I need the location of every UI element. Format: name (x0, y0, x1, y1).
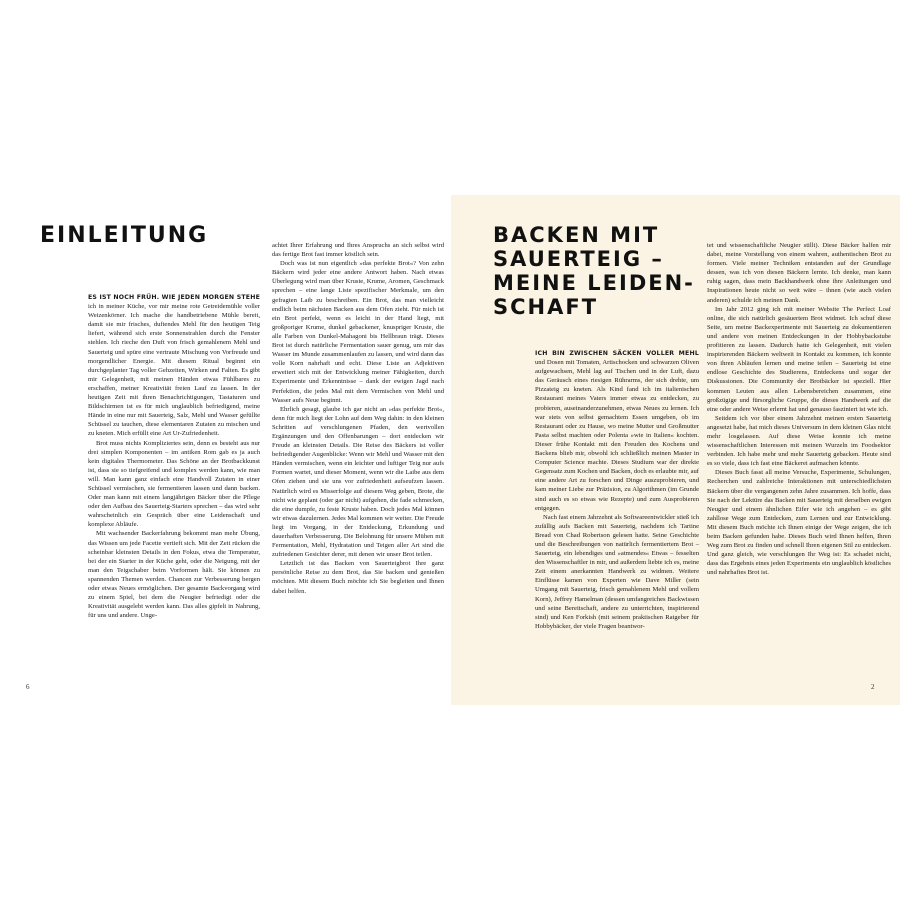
title-line: SCHAFT (493, 295, 599, 319)
chapter-title-einleitung: EINLEITUNG (40, 223, 209, 248)
paragraph: ES IST NOCH FRÜH. WIE JEDEN MORGEN STEHE ich in meiner Küche, vor mir meine rote Getreidemühle voller Weizenkörner. Ich mache die handbetriebene Mühle bereit, damit sie mir frisches, duftendes Mehl für den heutigen Teig liefert, während sich erste Sonnenstrahlen durch die Fenster stehlen. Ich rieche den Duft von frisch gemahlenem Mehl und Sauerteig und spüre eine vertraute Mischung von Vorfreude und morgendlicher Energie. Mit diesem Ritual beginnt ein durchgeplanter Tag voller Gehzeiten, Wirken und Falten. Es gibt mir Gelegenheit, mit meinen Händen etwas Fühlbares zu erschaffen, meiner Kreativität freien Lauf zu lassen. In der heutigen Zeit mit ihren Benachrichtigungen, Tastaturen und Bildschirmen ist es für mich unglaublich befriedigend, meine Hände in eine nur mit Sauerteig, Salz, Mehl und Wasser gefüllte Schüssel zu tauchen, diese elementaren Zutaten zu mischen und zu kneten. Mich erfüllt eine Art Ur-Zufriedenheit. (88, 294, 260, 438)
paragraph: Im Jahr 2012 ging ich mit meiner Website The Perfect Loaf online, die sich natürlich gesäuertem Brot widmet. Ich schuf diese Seite, um meine Backexperimente mit Sauerteig zu dokumentieren und andere von meinen Entdeckungen in der Hobbybackstube profitieren zu lassen. Dadurch hatte ich Gelegenheit, mit vielen inspirierenden Bäckern weltweit in Kontakt zu kommen, ich konnte von ihren Abläufen lernen und meine teilen – Sauerteig ist eine endlose Geschichte des Studierens, Entdeckens und sogar der Diskussionen. Die Community der Brotbäcker ist speziell. Hier kommen Leuten aus allen Lebensbereichen zusammen, eine großzügige und fürsorgliche Gruppe, die dieses Handwerk auf die eine oder andere Weise erlernt hat und genauso fasziniert ist wie ich. (707, 305, 891, 413)
paragraph: Letztlich ist das Backen von Sauerteigbrot Ihre ganz persönliche Reise zu dem Brot, das Sie backen und genießen möchten. Mit diesem Buch möchte ich Sie begleiten und Ihnen dabei helfen. (272, 560, 444, 595)
left-page (22, 195, 450, 705)
paragraph: Nach fast einem Jahrzehnt als Softwareentwickler stieß ich zufällig aufs Backen mit Sauerteig, nachdem ich Tartine Bread von Chad Robertson gelesen hatte. Seine Geschichte und die Beschreibungen von natürlich fermentiertem Brot – Sauerteig, ein lebendiges und »atmendes« Etwas – fesselten den Wissenschaftler in mir, und außerdem liebte ich es, meine Zeit einem anerkannten Handwerk zu widmen. Weitere Einflüsse kamen von Experten wie Dave Miller (sein Umgang mit Sauerteig, frisch gemahlenem Mehl und vollem Korn), Jeffrey Hamelman (dessen umfangreiches Backwissen und seine Bereitschaft, andere zu unterrichten, inspirierend sind) und Ken Forkish (mit seinem praktischen Ratgeber für Hobbybäcker, der viele Fragen beantwor- (535, 513, 699, 630)
paragraph: Doch was ist nun eigentlich »das perfekte Brot«? Von zehn Bäckern wird jeder eine andere Antwort haben. Nach etwas Überlegung wird man über Kruste, Krume, Aromen, Geschmack sprechen – eine lange Liste spezifischer Merkmale, um den gefragten Laib zu beschreiben. Ein Brot, das man vielleicht endlich beim nächsten Backen aus dem Ofen zieht. Für mich ist ein Brot perfekt, wenn es leicht in der Hand liegt, mit großporiger Krume, dunkel gebackener, knuspriger Kruste, die alle Farben von Dunkel-Mahagoni bis Hellbraun trägt. Dieses Brot ist durch natürliche Fermentation sauer genug, um mir das Wasser im Munde zusammenlaufen zu lassen, und wird dann das volle Korn nahrhaft und echt. Diese Liste an Adjektiven erweitert sich mit der Entwicklung meiner Fähigkeiten, durch Experimente und Erkenntnisse – dank der ewigen Jagd nach Perfektion, die jedes Mal mit dem Vermischen von Mehl und Wasser aufs Neue beginnt. (272, 260, 444, 404)
lead-in: ES IST NOCH FRÜH. WIE JEDEN MORGEN STEHE (88, 294, 260, 301)
title-line: MEINE LEIDEN- (493, 271, 695, 295)
page-number: 6 (26, 683, 30, 691)
paragraph: Dieses Buch fasst all meine Versuche, Experimente, Schulungen, Recherchen und zahlreiche Interaktionen mit unterschiedlichsten Bäckern über die vergangenen zehn Jahre zusammen. Ich hoffe, dass Sie nach der Lektüre das Backen mit Sauerteig mit derselben ewigen Neugier und einem ähnlichen Eifer wie ich angehen – es gibt zahllose Wege zum Entdecken, zum Lernen und zur Entwicklung. Mit diesem Buch möchte ich Ihnen einige der Wege zeigen, die ich beim Backen gefunden habe. Dieses Buch wird Ihnen helfen, Ihren Weg zum Brot zu finden und schnell Ihren eigenen Stil zu entdecken. Und ganz gleich, wie verschlungen Ihr Weg ist: Es schadet nicht, dass das Ergebnis eines jeden Experiments ein unglaublich köstliches und nahrhaftes Brot ist. (707, 469, 891, 577)
paragraph: Brot muss nichts Kompliziertes sein, denn es besteht aus nur drei simplen Komponenten – im antiken Rom gab es ja auch kein digitales Thermometer. Das Schöne an der Brotbackkunst ist, dass sie so tiefgreifend und komplex werden kann, wie man will. Man kann ganz einfach eine Handvoll Zutaten in einer Schüssel vermischen, sie fermentieren lassen und dann backen. Oder man kann mit einem langjährigen Bäcker über die Pflege oder den Aufbau des Sauerteig-Starters sprechen – das wird sehr wahrscheinlich ein Gespräch über eine Leidenschaft und komplexe Abläufe. (88, 439, 260, 529)
left-column-1 (88, 293, 260, 620)
title-line: BACKEN MIT (493, 223, 660, 247)
paragraph: achtet Ihrer Erfahrung und Ihres Anspruchs an sich selbst wird das fertige Brot fast immer köstlich sein. (272, 242, 444, 259)
paragraph: ICH BIN ZWISCHEN SÄCKEN VOLLER MEHL und Dosen mit Tomaten, Artischocken und schwarzen Oliven aufgewachsen, Mehl lag auf Tischen und in der Luft, dazu das Geräusch eines riesigen Rührarms, der sich drehte, um Pizzateig zu kneten. Als Kind fand ich im italienischen Restaurant meines Vaters immer etwas zu entdecken, zu probieren, auseinanderzunehmen, etwas Neues zu lernen. Ich war stets von selbst gemachtem Essen umgeben, ob im Restaurant oder zu Hause, wo meine Mutter und Großmutter Pasta selbst machten oder Polenta »wie in Italien« kochten. Dieser frühe Kontakt mit den Freuden des Kochens und Backens blieb mir, obwohl ich schließlich meinen Master in Computer Science machte. Dieses Studium war der direkte Gegensatz zum Kochen und Backen, doch es erlaubte mir, auf eine andere Art zu forschen und Dinge auszuprobieren, und kam meiner Liebe zur Präzision, zu Algorithmen (im Grunde sind auch es so etwas wie Rezepte) und zum Ausprobieren entgegen. (535, 350, 699, 512)
right-column-2 (707, 241, 891, 577)
paragraph: Ehrlich gesagt, glaube ich gar nicht an »das perfekte Brot«, denn für mich liegt der Lohn auf dem Weg dahin: in den kleinen Schritten auf verschlungenen Pfaden, den wertvollen Ergänzungen und den Offenbarungen – dort entdecken wir Freude an kleinsten Details. Die Reise des Bäckers ist voller befriedigender Augenblicke: Wenn wir Mehl und Wasser mit den Händen vermischen, wenn ein leichter und luftiger Teig nur aufs Formen wartet, und dieser Moment, wenn wir die Laibe aus dem Ofen ziehen und sie uns vor zufriedenheit aufseufzen lassen. Natürlich wird es Misserfolge auf diesem Weg geben, Brote, die nicht wie geplant (oder gar nicht) aufgehen, die fade schmecken, die eine dumpfe, zu feste Kruste haben. Doch jedes Mal können wir etwas dazulernen. Jedes Mal kommen wir weiter. Die Freude liegt im Vorgang, in der Entdeckung, Erkundung und dauerhaften Verbesserung. Die Belohnung für unsere Mühen mit Fermentation, Mehl, Hydratation und Teigen aller Art sind die zufriedenen Gesichter derer, mit denen wir unser Brot teilen. (272, 405, 444, 559)
right-column-1 (535, 349, 699, 631)
title-line: SAUERTEIG – (493, 247, 664, 271)
paragraph: Seitdem ich vor über einem Jahrzehnt meinen ersten Sauerteig angesetzt habe, hat mich dieses Universum in dem kleinen Glas nicht mehr losgelassen. Auf diese Weise konnte ich meine wissenschaftlichen Interessen mit meinen Wurzeln im Foodsektor verbinden. Ich habe mehr und mehr Sauerteig gebacken. Heute sind es so viele, dass ich fast eine Bäckerei aufmachen könnte. (707, 414, 891, 468)
page-number: 2 (871, 683, 875, 691)
paragraph: tet und wissenschaftliche Neugier stillt). Diese Bäcker halfen mir dabei, meine Vorstellung von einem wahren, authentischen Brot zu formen. Viele meiner Techniken entstanden auf der Grundlage dessen, was ich von diesen Bäckern lernte. Ich denke, man kann ruhig sagen, dass mein Backhandwerk ohne ihre Anleitungen und Inspirationen heute nicht so weit wäre – ihnen (wie auch vielen anderen) schulde ich meinen Dank. (707, 242, 891, 304)
left-column-2 (272, 241, 444, 596)
lead-in: ICH BIN ZWISCHEN SÄCKEN VOLLER MEHL (535, 350, 699, 357)
paragraph: Mit wachsender Backerfahrung bekommt man mehr Übung, das Wissen um jede Facette vertieft sich. Mit der Zeit rücken die scheinbar kleinsten Details in den Fokus, etwa die Temperatur, bei der ein Starter in der Küche geht, oder die Neigung, mit der man den Teigschaber beim Vorformen hält. Sie können zu spannenden Themen werden. Chancen zur Verbesserung bergen oder etwas Neues ermöglichen. Der gesamte Backvorgang wird zu einem Spiel, bei dem die Neugier befriedigt oder die Kreativität ausgelebt werden kann. Das alles gipfelt in Nahrung, für uns und andere. Unge- (88, 530, 260, 620)
right-page (451, 195, 900, 705)
chapter-title-backen (493, 223, 695, 319)
